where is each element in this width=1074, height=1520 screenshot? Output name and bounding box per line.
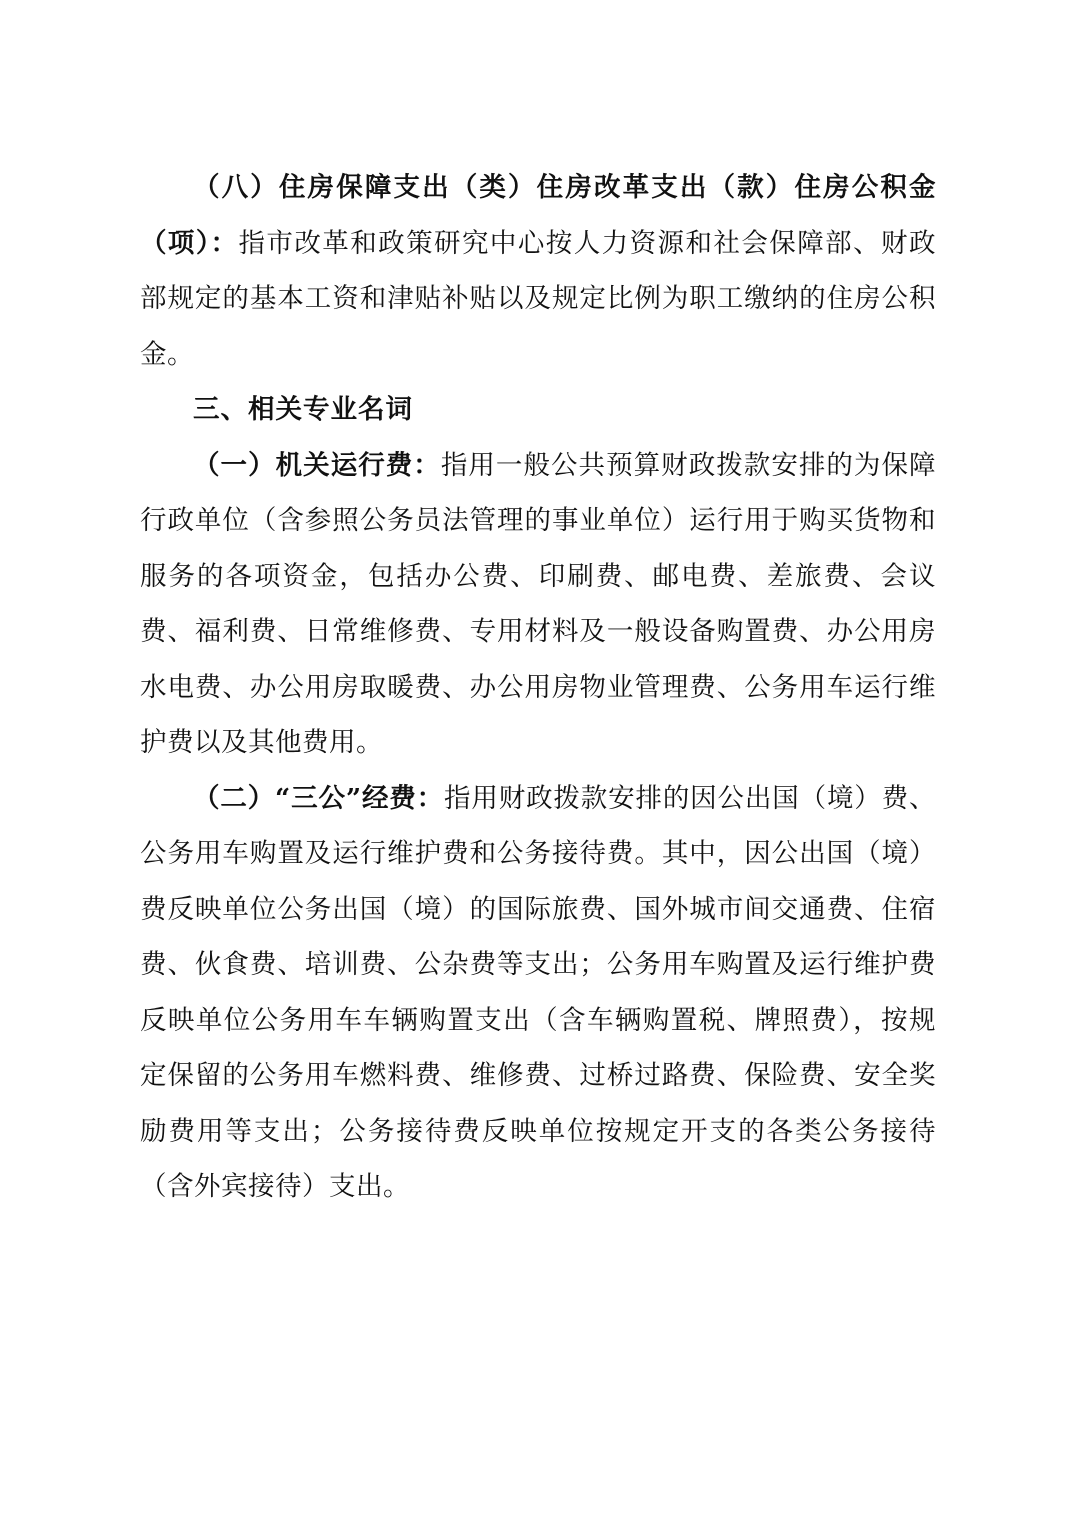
term-title: （二）“三公”经费： [193, 782, 445, 814]
term-three-public-expenses [140, 771, 936, 1215]
paragraph-text: 指市改革和政策研究中心按人力资源和社会保障部、财政部规定的基本工资和津贴补贴以及规定比例为职工缴纳的住房公积金。 [140, 227, 936, 370]
term-operating-costs [140, 438, 936, 771]
term-definition: 指用财政拨款安排的因公出国（境）费、公务用车购置及运行维护费和公务接待费。其中，因公出国（境）费反映单位公务出国（境）的国际旅费、国外城市间交通费、住宿费、伙食费、培训费、公杂费等支出；公务用车购置及运行维护费反映单位公务用车车辆购置支出（含车辆购置税、牌照费），按规定保留的公务用车燃料费、维修费、过桥过路费、保险费、安全奖励费用等支出；公务接待费反映单位按规定开支的各类公务接待（含外宾接待）支出。 [140, 782, 936, 1202]
document-body [140, 160, 936, 1215]
paragraph-lead: （八）住房保障支出（类）住房改革支出（款）住房公积金（项）： [140, 172, 936, 259]
paragraph-housing-fund [140, 160, 936, 382]
term-title: （一）机关运行费： [193, 449, 441, 481]
term-definition: 指用一般公共预算财政拨款安排的为保障行政单位（含参照公务员法管理的事业单位）运行用于购买货物和服务的各项资金，包括办公费、印刷费、邮电费、差旅费、会议费、福利费、日常维修费、专用材料及一般设备购置费、办公用房水电费、办公用房取暖费、办公用房物业管理费、公务用车运行维护费以及其他费用。 [140, 449, 937, 758]
section-heading: 三、相关专业名词 [193, 394, 413, 425]
